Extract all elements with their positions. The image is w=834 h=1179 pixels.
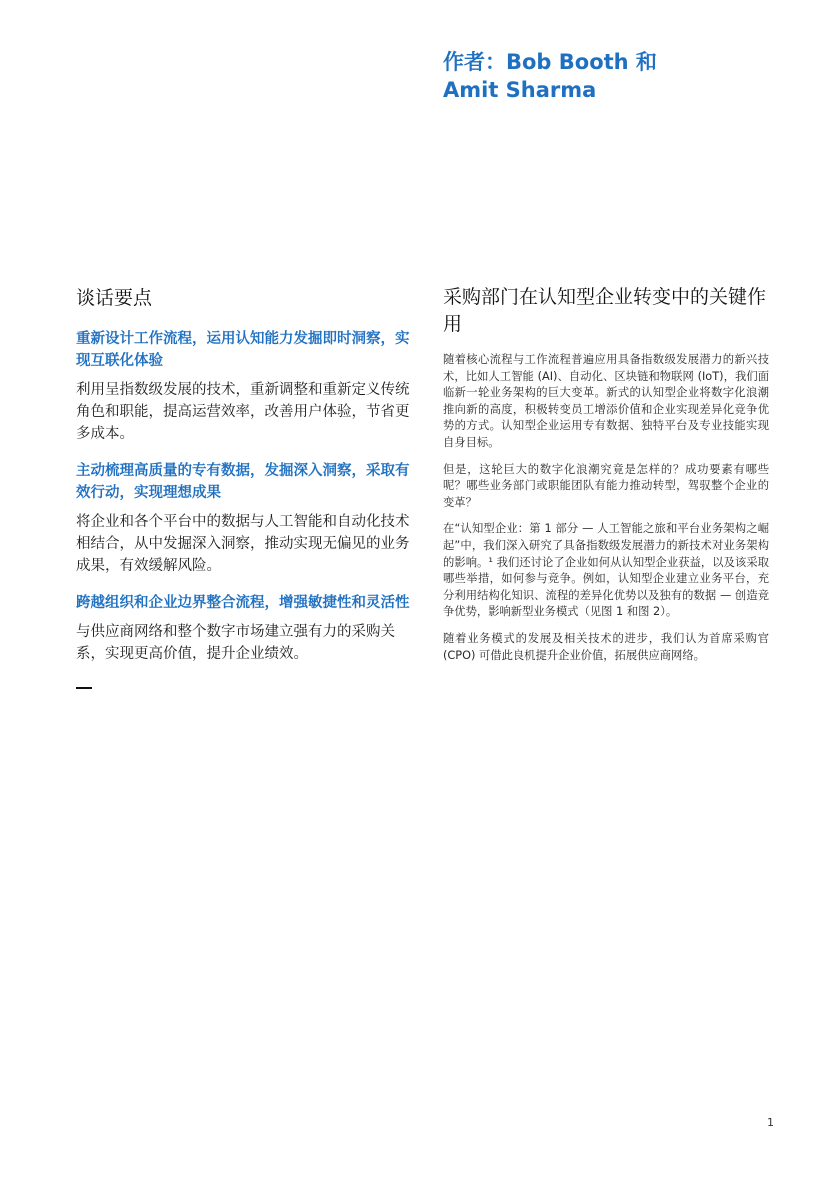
- page-number: 1: [767, 1116, 774, 1129]
- article-heading: 采购部门在认知型企业转变中的关键作用: [443, 286, 767, 335]
- author-line-2: Amit Sharma: [443, 78, 597, 102]
- takeaway-body: 将企业和各个平台中的数据与人工智能和自动化技术相结合，从中发掘深入洞察，推动实现无偏见的业务成果，有效缓解风险。: [76, 514, 410, 574]
- takeaway-body: 利用呈指数级发展的技术，重新调整和重新定义传统角色和职能，提高运营效率，改善用户体验，节省更多成本。: [76, 382, 410, 442]
- takeaways-column: [76, 284, 414, 689]
- article-paragraph: 随着核心流程与工作流程普遍应用具备指数级发展潜力的新兴技术，比如人工智能 (AI)、自动化、区块链和物联网 (IoT)，我们面临新一轮业务架构的巨大变革。新式的认知型企业将数字化浪潮推向新的高度，积极转变员工增添价值和企业实现差异化竞争优势的方式。认知型企业运用专有数据、独特平台及专业技能实现自身目标。: [443, 353, 769, 449]
- takeaway-item: [76, 328, 414, 445]
- article-paragraph: 但是，这轮巨大的数字化浪潮究竟是怎样的？成功要素有哪些呢？哪些业务部门或职能团队有能力推动转型，驾驭整个企业的变革？: [443, 462, 769, 509]
- section-end-dash: [76, 687, 92, 689]
- takeaway-body: 与供应商网络和整个数字市场建立强有力的采购关系，实现更高价值，提升企业绩效。: [76, 624, 395, 662]
- takeaways-heading: 谈话要点: [76, 287, 153, 309]
- takeaway-item: [76, 460, 414, 577]
- article-paragraph: 在“认知型企业：第 1 部分 — 人工智能之旅和平台业务架构之崛起”中，我们深入研究了具备指数级发展潜力的新技术对业务架构的影响。¹ 我们还讨论了企业如何从认知型企业获益，以及该采取哪些举措，如何参与竞争。例如，认知型企业建立业务平台，充分利用结构化知识、流程的差异化优势以及独有的数据 — 创造竞争优势，影响新型业务模式（见图 1 和图 2）。: [443, 522, 769, 619]
- takeaway-title: 跨越组织和企业边界整合流程，增强敏捷性和灵活性: [76, 595, 410, 611]
- article-paragraph: 随着业务模式的发展及相关技术的进步，我们认为首席采购官 (CPO) 可借此良机提升企业价值，拓展供应商网络。: [443, 631, 769, 662]
- takeaway-item: [76, 592, 414, 665]
- takeaway-title: 重新设计工作流程，运用认知能力发掘即时洞察，实现互联化体验: [76, 331, 410, 369]
- author-byline: [443, 48, 783, 104]
- takeaway-title: 主动梳理高质量的专有数据，发掘深入洞察，采取有效行动，实现理想成果: [76, 463, 410, 501]
- article-column: [443, 284, 769, 674]
- author-line-1: 作者：Bob Booth 和: [443, 50, 657, 74]
